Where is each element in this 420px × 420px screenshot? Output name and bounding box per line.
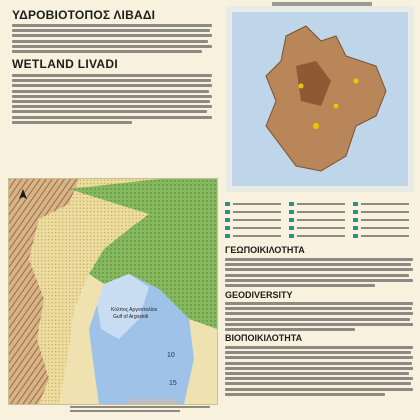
depth-label: 10 xyxy=(167,352,175,359)
site-marker xyxy=(313,123,319,129)
heading-biodiversity-greek: ΒΙΟΠΟΙΚΙΛΟΤΗΤΑ xyxy=(225,333,303,343)
island-legend xyxy=(225,200,413,242)
gulf-label-greek: Κόλπος Αργοστολίου xyxy=(111,307,158,313)
biodiversity-text-greek xyxy=(225,346,413,398)
geodiversity-text-greek xyxy=(225,258,413,289)
site-marker xyxy=(354,79,359,84)
heading-geodiversity-english: GEODIVERSITY xyxy=(225,290,293,300)
site-marker xyxy=(299,84,304,89)
intro-text-english xyxy=(12,74,212,126)
heading-wetland-english: WETLAND LIVADI xyxy=(12,57,118,71)
wetland-map xyxy=(8,178,218,405)
island-map xyxy=(226,6,414,192)
site-marker xyxy=(334,104,339,109)
intro-text-greek xyxy=(12,24,212,55)
scale-bar xyxy=(127,399,177,404)
depth-label: 15 xyxy=(169,380,177,387)
map-caption xyxy=(70,406,210,414)
geodiversity-text-english xyxy=(225,302,413,333)
gulf-label-english: Gulf of Argostoli xyxy=(113,314,149,320)
heading-wetland-greek: ΥΔΡΟΒΙΟΤΟΠΟΣ ΛΙΒΑΔΙ xyxy=(12,8,156,22)
heading-geodiversity-greek: ΓΕΩΠΟΙΚΙΛΟΤΗΤΑ xyxy=(225,245,305,255)
